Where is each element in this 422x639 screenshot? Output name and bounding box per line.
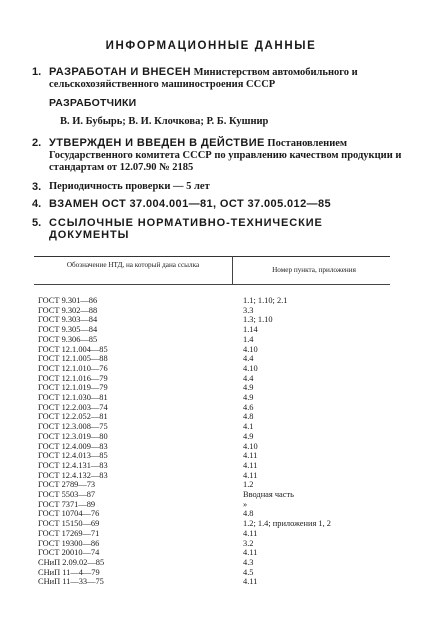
table-row	[0, 325, 422, 335]
table-row	[0, 558, 422, 568]
ntd-designation: ГОСТ 19300—86	[38, 538, 100, 548]
developers-names: В. И. Бубырь; В. И. Клочкова; Р. Б. Кушнир	[60, 116, 269, 127]
table-row	[0, 432, 422, 442]
table-row	[0, 548, 422, 558]
table-row	[0, 374, 422, 384]
ntd-designation: ГОСТ 12.4.132—83	[38, 470, 108, 480]
table-row	[0, 568, 422, 578]
table-row	[0, 296, 422, 306]
ntd-designation: ГОСТ 12.3.019—80	[38, 431, 108, 441]
clause-number: 4.4	[243, 354, 254, 364]
clause-number: 4.11	[243, 460, 258, 470]
table-row	[0, 393, 422, 403]
table-row	[0, 422, 422, 432]
table-header-divider	[232, 256, 233, 284]
clause-number: 1.14	[243, 325, 258, 335]
ntd-designation: ГОСТ 9.306—85	[38, 334, 98, 344]
table-row	[0, 403, 422, 413]
table-row	[0, 315, 422, 325]
ntd-designation: ГОСТ 12.1.030—81	[38, 393, 108, 402]
table-row	[0, 335, 422, 345]
ntd-designation: ГОСТ 9.305—84	[38, 325, 98, 335]
clause-number: 4.11	[243, 528, 258, 538]
clause-number: 1.2; 1.4; приложения 1, 2	[243, 519, 331, 529]
section-text: Министерством автомобильного и сельскохозяйственного машиностроения СССР	[49, 67, 358, 90]
ntd-designation: СНиП 11—33—75	[38, 577, 104, 587]
ntd-designation: СНиП 2.09.02—85	[38, 557, 105, 567]
table-top-rule	[34, 256, 390, 257]
section-number: 3.	[32, 181, 42, 193]
clause-number: Вводная часть	[243, 490, 294, 499]
clause-number: 3.2	[243, 538, 254, 548]
ntd-designation: ГОСТ 20010—74	[38, 548, 100, 558]
table-row	[0, 364, 422, 374]
ntd-designation: ГОСТ 15150—69	[38, 519, 100, 529]
section-number: 5.	[32, 217, 42, 229]
clause-number: 4.11	[243, 451, 258, 461]
ntd-designation: ГОСТ 12.4.009—83	[38, 441, 108, 451]
clause-number: 4.3	[243, 557, 254, 567]
section-text: Периодичность проверки — 5 лет	[49, 181, 210, 192]
clause-number: 4.9	[243, 393, 254, 402]
page-title: ИНФОРМАЦИОННЫЕ ДАННЫЕ	[105, 40, 317, 52]
clause-number: 4.11	[243, 470, 258, 480]
section-heading: РАЗРАБОТАН И ВНЕСЕН	[49, 66, 191, 78]
table-row	[0, 345, 422, 355]
clause-number: 4.10	[243, 363, 258, 373]
table-row	[0, 519, 422, 529]
table-row	[0, 354, 422, 364]
ntd-designation: ГОСТ 12.1.016—79	[38, 373, 108, 383]
ntd-designation: ГОСТ 7371—89	[38, 499, 96, 509]
ntd-designation: ГОСТ 12.1.010—76	[38, 363, 108, 373]
ntd-designation: ГОСТ 17269—71	[38, 528, 100, 538]
ntd-designation: ГОСТ 9.301—86	[38, 296, 98, 305]
ntd-designation: ГОСТ 9.303—84	[38, 315, 98, 325]
table-header-rule	[34, 284, 390, 285]
section-heading: УТВЕРЖДЕН И ВВЕДЕН В ДЕЙСТВИЕ	[49, 137, 265, 149]
section-heading: ССЫЛОЧНЫЕ НОРМАТИВНО-ТЕХНИЧЕСКИЕ ДОКУМЕНТЫ	[49, 217, 323, 241]
ntd-designation: ГОСТ 10704—76	[38, 509, 100, 519]
clause-number: 1.2	[243, 480, 254, 490]
table-row	[0, 306, 422, 316]
table-row	[0, 461, 422, 471]
clause-number: 1.4	[243, 334, 254, 344]
clause-number: 4.9	[243, 383, 254, 393]
table-row	[0, 442, 422, 452]
ntd-designation: ГОСТ 12.1.004—85	[38, 344, 108, 354]
ntd-designation: ГОСТ 12.2.052—81	[38, 412, 108, 422]
ntd-designation: ГОСТ 12.3.008—75	[38, 422, 108, 432]
clause-number: 4.5	[243, 567, 254, 577]
table-row	[0, 412, 422, 422]
table-row	[0, 383, 422, 393]
section-number: 1.	[32, 66, 42, 78]
table-row	[0, 500, 422, 510]
clause-number: 4.8	[243, 509, 254, 519]
clause-number: 4.11	[243, 577, 258, 587]
table-row	[0, 471, 422, 481]
clause-number: 4.6	[243, 402, 254, 412]
section-number: 2.	[32, 137, 42, 149]
clause-number: 1.3; 1.10	[243, 315, 273, 325]
ntd-designation: СНиП 11—4—79	[38, 567, 100, 577]
ntd-designation: ГОСТ 12.1.019—79	[38, 383, 108, 393]
table-row	[0, 509, 422, 519]
table-row	[0, 529, 422, 539]
ntd-designation: ГОСТ 9.302—88	[38, 305, 98, 315]
ntd-designation: ГОСТ 12.1.005—88	[38, 354, 108, 364]
clause-number: 4.1	[243, 422, 254, 432]
table-row	[0, 490, 422, 500]
clause-number: 4.9	[243, 431, 254, 441]
ntd-designation: ГОСТ 5503—87	[38, 490, 96, 499]
table-header-ref: Номер пункта, приложения	[272, 266, 356, 274]
clause-number: 1.1; 1.10; 2.1	[243, 296, 288, 305]
ntd-designation: ГОСТ 12.4.131—83	[38, 460, 108, 470]
clause-number: 3.3	[243, 305, 254, 315]
section-heading: ВЗАМЕН ОСТ 37.004.001—81, ОСТ 37.005.012—85	[49, 198, 332, 210]
clause-number: 4.4	[243, 373, 254, 383]
section-text: Постановлением Государственного комитета СССР по управлению качеством продукции и стандартам от 12.07.90 № 2185	[49, 138, 402, 173]
table-row	[0, 480, 422, 490]
table-row	[0, 539, 422, 549]
clause-number: »	[243, 499, 248, 509]
clause-number: 4.10	[243, 344, 258, 354]
clause-number: 4.10	[243, 441, 258, 451]
ntd-designation: ГОСТ 12.2.003—74	[38, 402, 108, 412]
table-header-ntd: Обозначение НТД, на который дана ссылка	[66, 261, 200, 269]
table-row	[0, 451, 422, 461]
ntd-designation: ГОСТ 2789—73	[38, 480, 96, 490]
clause-number: 4.11	[243, 548, 258, 558]
developers-heading: РАЗРАБОТЧИКИ	[49, 97, 137, 109]
ntd-designation: ГОСТ 12.4.013—85	[38, 451, 108, 461]
table-row	[0, 577, 422, 587]
clause-number: 4.8	[243, 412, 254, 422]
section-number: 4.	[32, 198, 42, 210]
